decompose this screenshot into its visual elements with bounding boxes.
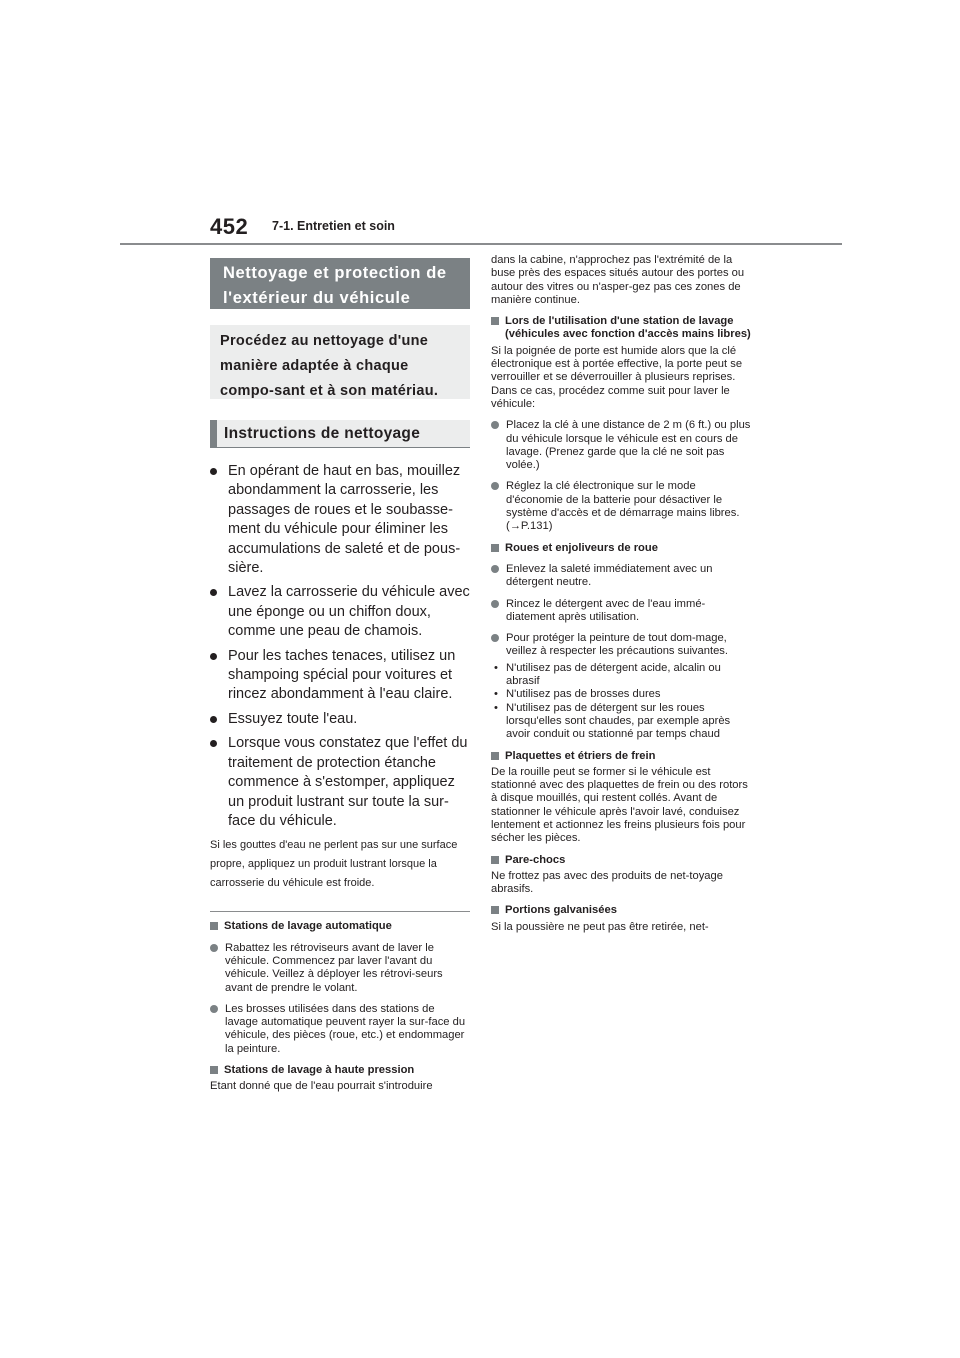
square-bullet-icon (491, 544, 499, 552)
list-item: Lavez la carrosserie du véhicule avec une éponge ou un chiffon doux, comme une peau de chamois. (210, 583, 470, 641)
header-rule (120, 243, 842, 245)
precautions-list (491, 662, 753, 742)
list-item: Les brosses utilisées dans des stations de lavage automatique peuvent rayer la sur-face du véhicule, des pièces (roue, etc.) et endommager la peinture. (210, 1003, 470, 1056)
intro-box: Procédez au nettoyage d'une manière adaptée à chaque compo-sant et à son matériau. (210, 325, 470, 399)
square-bullet-icon (210, 922, 218, 930)
circle-bullet-icon (210, 1005, 218, 1013)
square-bullet-icon (491, 752, 499, 760)
list-item: • N'utilisez pas de détergent sur les roues lorsqu'elles sont chaudes, par exemple après avoir conduit ou stationné par temps chaud (494, 701, 731, 741)
page-number: 452 (210, 214, 249, 239)
bullet-icon (210, 589, 217, 596)
note-text: Si les gouttes d'eau ne perlent pas sur une surface propre, appliquez un produit lustrant lorsque la carrosserie du véhicule est froide. (210, 839, 458, 890)
auto-wash-heading: Stations de lavage automatique (210, 920, 470, 933)
circle-bullet-icon (491, 600, 499, 608)
right-column (491, 254, 753, 934)
circle-bullet-icon (210, 944, 218, 952)
smart-access-heading: Lors de l'utilisation d'une station de lavage (véhicules avec fonction d'accès mains libres) (491, 315, 753, 342)
section-banner: Nettoyage et protection de l'extérieur du véhicule (210, 258, 470, 309)
list-item: Essuyez toute l'eau. (210, 710, 470, 729)
bullet-icon (210, 716, 217, 723)
list-item: Enlevez la saleté immédiatement avec un détergent neutre. (491, 563, 753, 590)
cleaning-steps-list (210, 462, 470, 831)
brakes-heading: Plaquettes et étriers de frein (491, 750, 753, 763)
bullet-icon (210, 653, 217, 660)
brakes-text: De la rouille peut se former si le véhicule est stationné avec des plaquettes de frein ou des rotors à disque mouillés, qui restent collés. Avant de stationner le véhicule après l'avoir lavé, conduisez lentement et actionnez les freins plusieurs fois pour sécher les pièces. (491, 765, 748, 845)
bullet-icon (210, 740, 217, 747)
circle-bullet-icon (491, 565, 499, 573)
bumpers-heading: Pare-chocs (491, 854, 753, 867)
high-pressure-text: Etant donné que de l'eau pourrait s'introduire (210, 1080, 433, 1093)
circle-bullet-icon (491, 421, 499, 429)
cleaning-instructions-heading: Instructions de nettoyage (210, 420, 470, 448)
divider (210, 911, 470, 912)
section-label: 7-1. Entretien et soin (272, 219, 395, 233)
high-pressure-heading: Stations de lavage à haute pression (210, 1064, 470, 1077)
list-item: Placez la clé à une distance de 2 m (6 ft.) ou plus du véhicule lorsque le véhicule est en cours de lavage. (Prenez garde que la clé ne soit pas volée.) (491, 419, 753, 472)
square-bullet-icon (491, 906, 499, 914)
list-item: Rincez le détergent avec de l'eau immé-diatement après utilisation. (491, 598, 753, 625)
continuation-text: dans la cabine, n'approchez pas l'extrémité de la buse près des espaces situés autour des portes ou autour des vitres ou n'asper-gez pas ces zones de manière continue. (491, 254, 745, 306)
circle-bullet-icon (491, 634, 499, 642)
circle-bullet-icon (491, 482, 499, 490)
wheels-heading: Roues et enjoliveurs de roue (491, 542, 753, 555)
square-bullet-icon (491, 317, 499, 325)
list-item: Pour les taches tenaces, utilisez un shampoing spécial pour voitures et rincez abondamment à l'eau claire. (210, 647, 470, 705)
bullet-icon (210, 468, 217, 475)
list-item: Lorsque vous constatez que l'effet du traitement de protection étanche commence à s'estomper, appliquez un produit lustrant sur toute la sur-face du véhicule. (210, 734, 470, 831)
square-bullet-icon (491, 856, 499, 864)
bumpers-text: Ne frottez pas avec des produits de net-toyage abrasifs. (491, 869, 723, 896)
smart-access-text: Si la poignée de porte est humide alors que la clé électronique est à portée effective, la porte peut se verrouiller et se déverrouiller à plusieurs reprises. Dans ce cas, procédez comme suit pour laver le véhicule: (491, 344, 743, 410)
list-item: En opérant de haut en bas, mouillez abondamment la carrosserie, les passages de roues et le soubasse-ment du véhicule pour éliminer les accumulations de saleté et de pous-sière. (210, 462, 470, 578)
galvanized-text: Si la poussière ne peut pas être retirée, net- (491, 920, 709, 933)
list-item: Réglez la clé électronique sur le mode d'économie de la batterie pour désactiver le système d'accès et de démarrage mains libres. (→P.131) (491, 480, 753, 533)
left-column (210, 258, 470, 1094)
galvanized-heading: Portions galvanisées (491, 904, 753, 917)
list-item: • N'utilisez pas de brosses dures (494, 688, 661, 701)
list-item: Pour protéger la peinture de tout dom-mage, veillez à respecter les précautions suivantes. (491, 632, 753, 659)
list-item: Rabattez les rétroviseurs avant de laver le véhicule. Commencez par laver l'avant du véhicule. Veillez à déployer les rétrovi-seurs avant de prendre le volant. (210, 942, 470, 995)
list-item: • N'utilisez pas de détergent acide, alcalin ou abrasif (494, 661, 721, 688)
square-bullet-icon (210, 1066, 218, 1074)
